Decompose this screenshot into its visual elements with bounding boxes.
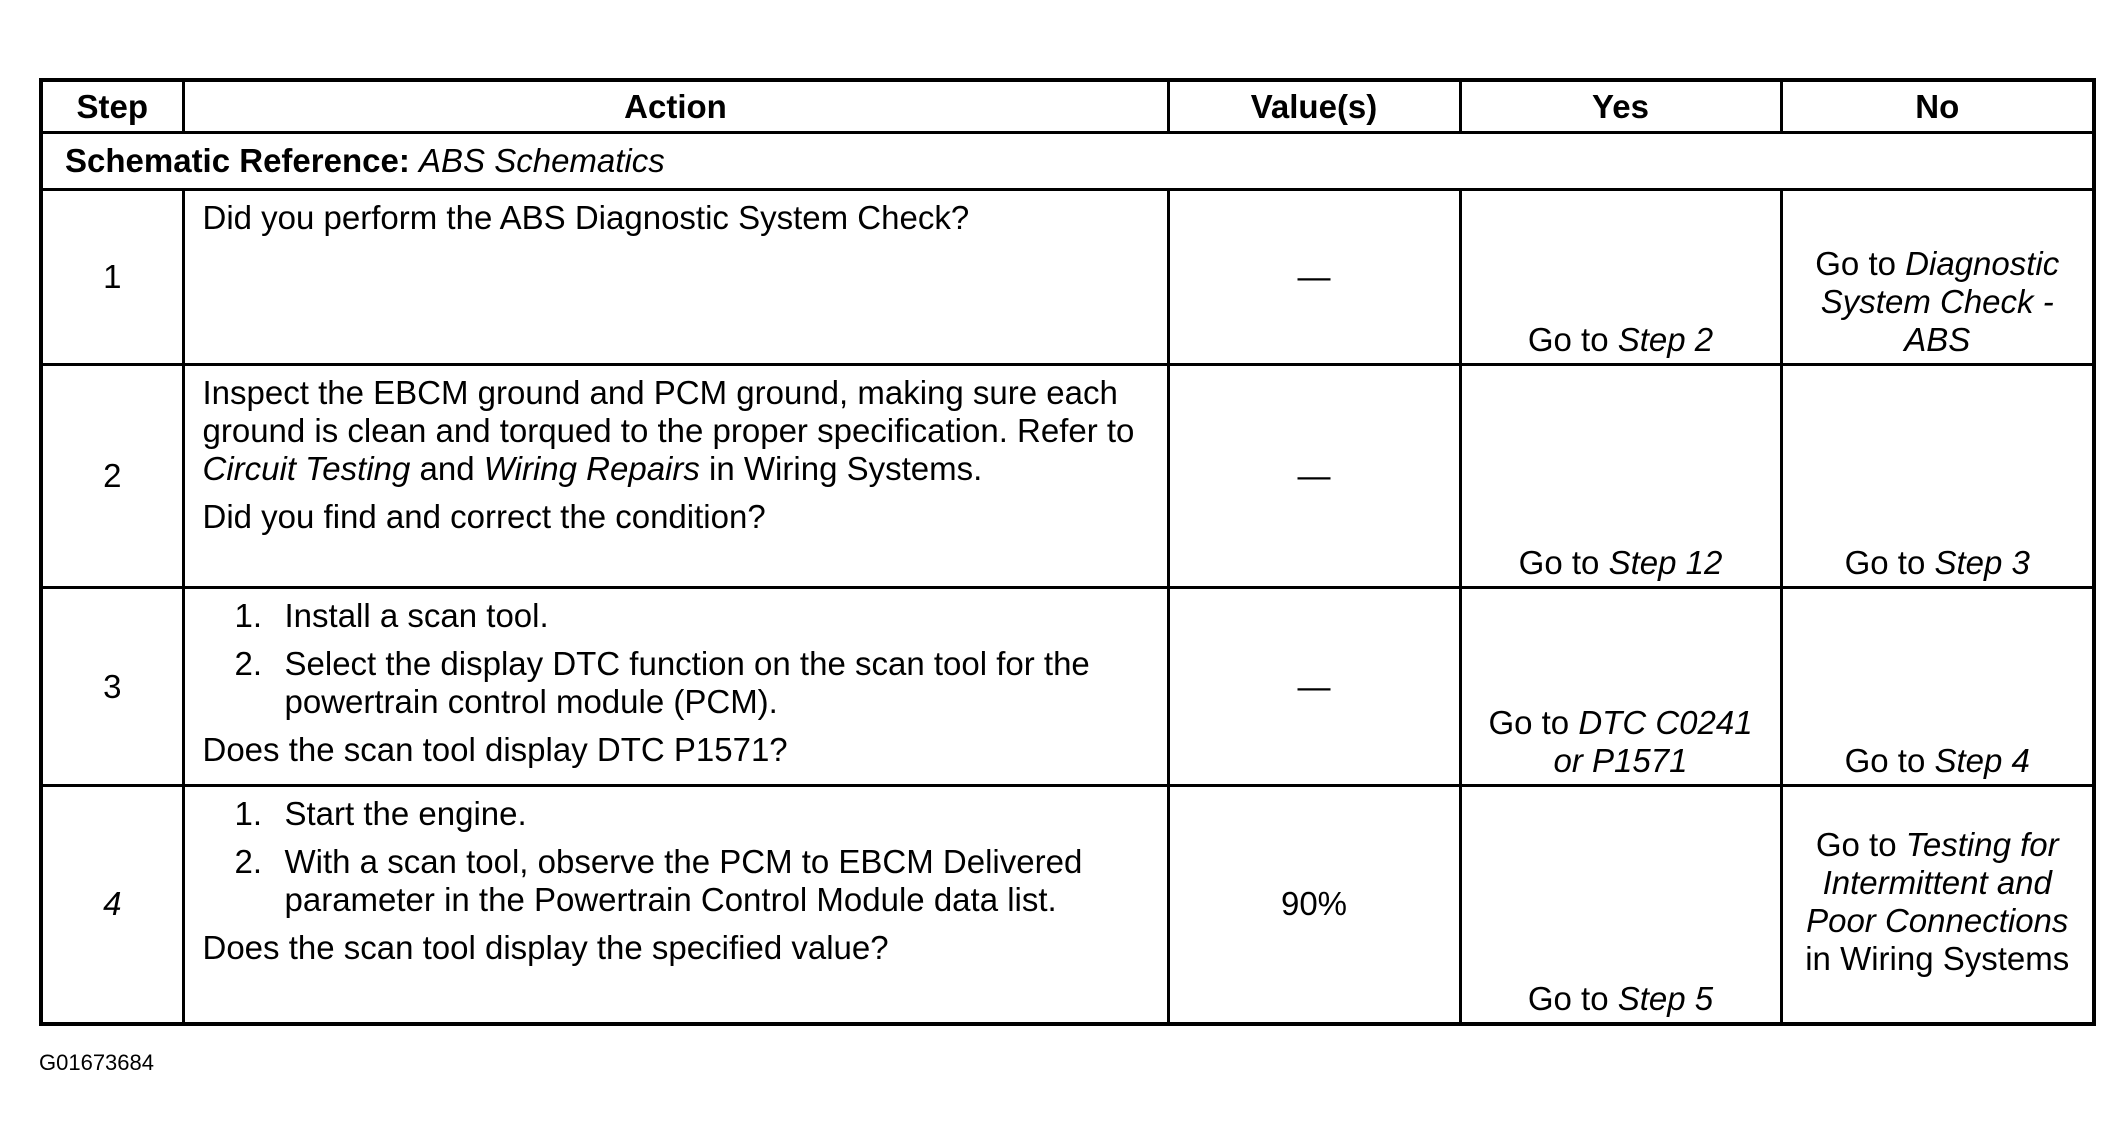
yes-link[interactable]: Step 5 — [1617, 979, 1714, 1017]
no-suffix: in Wiring Systems — [1805, 940, 2070, 978]
reference-row — [41, 133, 2094, 190]
yes-cell — [1460, 365, 1781, 588]
substep-number: 2. — [234, 645, 263, 682]
wiring-repairs-link[interactable]: Wiring Repairs — [483, 450, 700, 487]
action-text-part: Inspect the EBCM ground and PCM ground, making sure each ground is clean and torqued to the proper specification. Refer to — [202, 374, 1135, 449]
header-yes: Yes — [1460, 80, 1781, 133]
yes-prefix: Go to — [1527, 979, 1618, 1017]
action-text: Did you perform the ABS Diagnostic System Check? — [202, 199, 970, 236]
action-text — [203, 374, 1141, 488]
yes-prefix: Go to — [1488, 704, 1579, 741]
action-cell — [183, 365, 1168, 588]
table-row — [41, 190, 2094, 365]
yes-cell — [1460, 190, 1781, 365]
no-cell — [1781, 786, 2094, 1024]
header-row — [41, 80, 2094, 133]
table-row — [41, 588, 2094, 786]
yes-link[interactable]: DTC C0241 or P1571 — [1553, 704, 1753, 779]
yes-prefix: Go to — [1527, 321, 1618, 358]
reference-label: Schematic Reference: — [65, 142, 410, 179]
no-cell — [1781, 588, 2094, 786]
no-cell — [1781, 365, 2094, 588]
value-cell: — — [1168, 365, 1460, 588]
yes-cell — [1460, 786, 1781, 1024]
substep-number: 2. — [234, 843, 263, 880]
substep-list — [203, 597, 1141, 721]
action-question: Does the scan tool display the specified value? — [202, 929, 889, 966]
header-no: No — [1781, 80, 2094, 133]
yes-link[interactable]: Step 12 — [1608, 544, 1723, 581]
action-text-part: in Wiring Systems. — [699, 450, 983, 487]
header-step: Step — [41, 80, 183, 133]
step-number: 3 — [41, 588, 183, 786]
substep-text: Install a scan tool. — [284, 597, 549, 634]
action-text-part: and — [410, 450, 484, 487]
diagnostic-table — [39, 78, 2096, 1026]
no-link[interactable]: Step 3 — [1934, 544, 2030, 581]
action-cell — [183, 786, 1168, 1024]
no-link[interactable]: Testing for Intermittent and Poor Connections — [1806, 826, 2069, 940]
substep-number: 1. — [234, 795, 263, 832]
no-prefix: Go to — [1844, 544, 1935, 581]
no-link[interactable]: Step 4 — [1934, 742, 2030, 779]
value-cell: — — [1168, 588, 1460, 786]
header-action: Action — [183, 80, 1168, 133]
yes-cell — [1460, 588, 1781, 786]
substep-item — [203, 795, 1141, 833]
value-cell: 90% — [1168, 786, 1460, 1024]
substep-list — [203, 795, 1141, 919]
no-link[interactable]: Diagnostic System Check - ABS — [1820, 245, 2060, 358]
step-number: 4 — [41, 786, 183, 1024]
substep-number: 1. — [234, 597, 263, 634]
value-cell: — — [1168, 190, 1460, 365]
substep-text: Select the display DTC function on the scan tool for the powertrain control module (PCM). — [284, 645, 1090, 720]
substep-item — [203, 597, 1141, 635]
reference-link[interactable]: ABS Schematics — [419, 142, 665, 179]
step-number: 1 — [41, 190, 183, 365]
action-cell — [183, 588, 1168, 786]
substep-text: With a scan tool, observe the PCM to EBCM Delivered parameter in the Powertrain Control Module data list. — [284, 843, 1083, 918]
table-row — [41, 365, 2094, 588]
substep-item — [203, 843, 1141, 919]
action-question: Does the scan tool display DTC P1571? — [202, 731, 788, 768]
circuit-testing-link[interactable]: Circuit Testing — [202, 450, 411, 487]
action-cell — [183, 190, 1168, 365]
table-row — [41, 786, 2094, 1024]
step-number: 2 — [41, 365, 183, 588]
schematic-reference — [41, 133, 2094, 190]
header-values: Value(s) — [1168, 80, 1460, 133]
no-cell — [1781, 190, 2094, 365]
action-question: Did you find and correct the condition? — [202, 498, 766, 535]
no-prefix: Go to — [1815, 826, 1906, 864]
no-prefix: Go to — [1844, 742, 1935, 779]
no-prefix: Go to — [1815, 245, 1906, 282]
substep-item — [203, 645, 1141, 721]
yes-prefix: Go to — [1518, 544, 1609, 581]
substep-text: Start the engine. — [284, 795, 527, 832]
yes-link[interactable]: Step 2 — [1617, 321, 1714, 358]
figure-id: G01673684 — [39, 1050, 154, 1075]
